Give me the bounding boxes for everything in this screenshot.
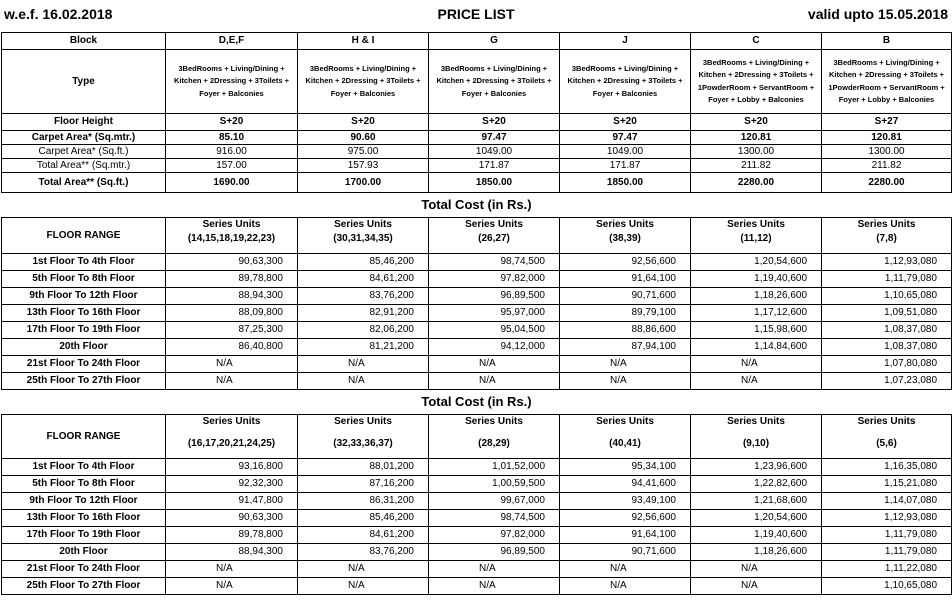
cost-value: N/A xyxy=(560,373,691,390)
cost-value: 88,94,300 xyxy=(166,544,298,561)
cost-value: N/A xyxy=(691,578,822,595)
cost-value: 1,12,93,080 xyxy=(822,510,952,527)
floor-range-label: 13th Floor To 16th Floor xyxy=(2,305,166,322)
cost-value: 1,19,40,600 xyxy=(691,527,822,544)
cost-value: 95,97,000 xyxy=(429,305,560,322)
cost-value: N/A xyxy=(166,578,298,595)
cost-row xyxy=(2,271,952,288)
carpet-sqm-row-value: 90.60 xyxy=(298,131,429,145)
cost-value: 1,20,54,600 xyxy=(691,510,822,527)
cost-value: 89,78,800 xyxy=(166,527,298,544)
floor-height-row-value: S+20 xyxy=(298,114,429,131)
cost-value: 1,09,51,080 xyxy=(822,305,952,322)
cost-row xyxy=(2,578,952,595)
floor-height-row-value: S+20 xyxy=(560,114,691,131)
series-unit-numbers: (11,12) xyxy=(740,233,772,244)
carpet-sqft-row-value: 1300.00 xyxy=(691,145,822,159)
carpet-sqft-row-label: Carpet Area* (Sq.ft.) xyxy=(2,145,166,159)
block-row-value: J xyxy=(560,33,691,50)
cost-value: N/A xyxy=(560,356,691,373)
series-unit-numbers: (30,31,34,35) xyxy=(333,233,393,244)
cost-value: 95,34,100 xyxy=(560,459,691,476)
cost-value: 91,47,800 xyxy=(166,493,298,510)
block-row-value: B xyxy=(822,33,952,50)
cost-value: N/A xyxy=(429,578,560,595)
valid-until-date: valid upto 15.05.2018 xyxy=(807,6,948,22)
total-sqft-row-label: Total Area** (Sq.ft.) xyxy=(2,173,166,193)
type-row-value: 3BedRooms + Living/Dining + Kitchen + 2Dressing + 3Toilets + Foyer + Balconies xyxy=(298,50,429,114)
cost-value: 1,15,98,600 xyxy=(691,322,822,339)
total-sqft-row-value: 1690.00 xyxy=(166,173,298,193)
floor-range-label: 17th Floor To 19th Floor xyxy=(2,527,166,544)
cost-value: 1,11,79,080 xyxy=(822,544,952,561)
cost-row xyxy=(2,254,952,271)
cost-value: 92,32,300 xyxy=(166,476,298,493)
cost-value: 87,25,300 xyxy=(166,322,298,339)
cost-row xyxy=(2,561,952,578)
floor-range-label: 5th Floor To 8th Floor xyxy=(2,476,166,493)
floor-range-label: 21st Floor To 24th Floor xyxy=(2,561,166,578)
cost-value: 92,56,600 xyxy=(560,510,691,527)
series-units-header xyxy=(560,218,691,254)
cost-value: 82,06,200 xyxy=(298,322,429,339)
block-row xyxy=(2,33,952,50)
series-units-label: Series Units xyxy=(857,416,916,427)
cost-value: 82,91,200 xyxy=(298,305,429,322)
cost-value: 85,46,200 xyxy=(298,510,429,527)
cost-value: N/A xyxy=(429,373,560,390)
series-unit-numbers: (9,10) xyxy=(742,438,770,449)
series-unit-numbers: (32,33,36,37) xyxy=(333,438,393,449)
section-title: Total Cost (in Rs.) xyxy=(2,390,952,415)
series-unit-numbers: (7,8) xyxy=(876,233,897,244)
floor-range-label: 1st Floor To 4th Floor xyxy=(2,254,166,271)
cost-value: N/A xyxy=(298,373,429,390)
cost-value: 1,08,37,080 xyxy=(822,339,952,356)
cost-value: 1,11,79,080 xyxy=(822,527,952,544)
cost-value: N/A xyxy=(560,578,691,595)
series-units-header xyxy=(298,415,429,459)
series-units-label: Series Units xyxy=(465,219,523,230)
carpet-sqft-row-value: 975.00 xyxy=(298,145,429,159)
floor-range-label: 9th Floor To 12th Floor xyxy=(2,288,166,305)
cost-value: 90,71,600 xyxy=(560,288,691,305)
cost-value: 87,94,100 xyxy=(560,339,691,356)
type-row-value: 3BedRooms + Living/Dining + Kitchen + 2Dressing + 3Toilets + Foyer + Balconies xyxy=(429,50,560,114)
cost-value: 96,89,500 xyxy=(429,544,560,561)
total-sqft-row-value: 1850.00 xyxy=(429,173,560,193)
cost-value: 1,11,79,080 xyxy=(822,271,952,288)
carpet-sqft-row-value: 1049.00 xyxy=(560,145,691,159)
carpet-sqft-row-value: 916.00 xyxy=(166,145,298,159)
series-unit-numbers: (5,6) xyxy=(876,438,897,449)
carpet-sqm-row-value: 120.81 xyxy=(822,131,952,145)
total-sqft-row xyxy=(2,173,952,193)
cost-value: 98,74,500 xyxy=(429,510,560,527)
cost-value: 90,63,300 xyxy=(166,510,298,527)
cost-value: N/A xyxy=(166,373,298,390)
floor-range-label: 13th Floor To 16th Floor xyxy=(2,510,166,527)
cost-value: 86,40,800 xyxy=(166,339,298,356)
series-units-header xyxy=(166,415,298,459)
cost-value: 83,76,200 xyxy=(298,544,429,561)
cost-value: 81,21,200 xyxy=(298,339,429,356)
cost-value: 1,19,40,600 xyxy=(691,271,822,288)
cost-value: 89,78,800 xyxy=(166,271,298,288)
floor-range-label: 20th Floor xyxy=(2,544,166,561)
floor-height-row xyxy=(2,114,952,131)
series-header-row xyxy=(2,415,952,459)
page-title: PRICE LIST xyxy=(437,6,515,22)
block-row-value: G xyxy=(429,33,560,50)
series-unit-numbers: (16,17,20,21,24,25) xyxy=(187,438,276,449)
block-row-value: D,E,F xyxy=(166,33,298,50)
cost-value: 1,17,12,600 xyxy=(691,305,822,322)
series-units-label: Series Units xyxy=(334,416,392,427)
cost-row xyxy=(2,288,952,305)
total-sqft-row-value: 1850.00 xyxy=(560,173,691,193)
cost-value: 89,79,100 xyxy=(560,305,691,322)
carpet-sqft-row xyxy=(2,145,952,159)
type-row-value: 3BedRooms + Living/Dining + Kitchen + 2Dressing + 3Toilets + Foyer + Balconies xyxy=(560,50,691,114)
series-header-row xyxy=(2,218,952,254)
type-row-label: Type xyxy=(2,50,166,114)
carpet-sqm-row-label: Carpet Area* (Sq.mtr.) xyxy=(2,131,166,145)
cost-value: 84,61,200 xyxy=(298,271,429,288)
floor-range-label: 1st Floor To 4th Floor xyxy=(2,459,166,476)
cost-value: 1,20,54,600 xyxy=(691,254,822,271)
series-unit-numbers: (40,41) xyxy=(609,438,641,449)
cost-value: 88,86,600 xyxy=(560,322,691,339)
cost-value: 1,18,26,600 xyxy=(691,544,822,561)
cost-value: 1,14,07,080 xyxy=(822,493,952,510)
cost-value: 83,76,200 xyxy=(298,288,429,305)
cost-value: 93,16,800 xyxy=(166,459,298,476)
floor-height-row-label: Floor Height xyxy=(2,114,166,131)
cost-value: 1,14,84,600 xyxy=(691,339,822,356)
cost-value: 88,01,200 xyxy=(298,459,429,476)
cost-value: 95,04,500 xyxy=(429,322,560,339)
cost-row xyxy=(2,322,952,339)
section-title: Total Cost (in Rs.) xyxy=(2,193,952,218)
series-units-header xyxy=(560,415,691,459)
cost-value: 1,15,21,080 xyxy=(822,476,952,493)
series-units-label: Series Units xyxy=(727,416,785,427)
cost-row xyxy=(2,459,952,476)
carpet-sqm-row xyxy=(2,131,952,145)
series-units-header xyxy=(691,218,822,254)
type-row-value: 3BedRooms + Living/Dining + Kitchen + 2Dressing + 3Toilets + 1PowderRoom + ServantRoom + Foyer + Lobby + Balconies xyxy=(691,50,822,114)
series-unit-numbers: (28,29) xyxy=(478,438,510,449)
cost-value: 98,74,500 xyxy=(429,254,560,271)
floor-range-label: 25th Floor To 27th Floor xyxy=(2,373,166,390)
cost-value: N/A xyxy=(298,356,429,373)
series-units-label: Series Units xyxy=(596,416,654,427)
cost-row xyxy=(2,339,952,356)
total-sqm-row-value: 171.87 xyxy=(560,159,691,173)
series-units-label: Series Units xyxy=(727,219,785,230)
total-sqm-row-value: 157.00 xyxy=(166,159,298,173)
cost-row xyxy=(2,510,952,527)
cost-value: N/A xyxy=(691,356,822,373)
total-sqm-row xyxy=(2,159,952,173)
section-title-row xyxy=(2,193,952,218)
cost-value: 1,23,96,600 xyxy=(691,459,822,476)
block-row-value: H & I xyxy=(298,33,429,50)
carpet-sqm-row-value: 97.47 xyxy=(560,131,691,145)
cost-value: N/A xyxy=(166,356,298,373)
cost-value: 1,01,52,000 xyxy=(429,459,560,476)
cost-value: 94,12,000 xyxy=(429,339,560,356)
floor-range-label: 17th Floor To 19th Floor xyxy=(2,322,166,339)
cost-value: 88,09,800 xyxy=(166,305,298,322)
cost-value: 85,46,200 xyxy=(298,254,429,271)
cost-value: 94,41,600 xyxy=(560,476,691,493)
cost-value: N/A xyxy=(560,561,691,578)
floor-height-row-value: S+20 xyxy=(429,114,560,131)
cost-value: 1,10,65,080 xyxy=(822,288,952,305)
cost-row xyxy=(2,305,952,322)
cost-value: 91,64,100 xyxy=(560,527,691,544)
cost-value: 88,94,300 xyxy=(166,288,298,305)
cost-value: 99,67,000 xyxy=(429,493,560,510)
cost-value: 1,08,37,080 xyxy=(822,322,952,339)
series-units-label: Series Units xyxy=(334,219,392,230)
cost-row xyxy=(2,527,952,544)
cost-value: 91,64,100 xyxy=(560,271,691,288)
floor-height-row-value: S+20 xyxy=(166,114,298,131)
total-sqft-row-value: 1700.00 xyxy=(298,173,429,193)
page-header xyxy=(0,0,952,32)
floor-height-row-value: S+27 xyxy=(822,114,952,131)
cost-value: 87,16,200 xyxy=(298,476,429,493)
cost-row xyxy=(2,493,952,510)
series-unit-numbers: (14,15,18,19,22,23) xyxy=(187,233,276,244)
type-row-value: 3BedRooms + Living/Dining + Kitchen + 2Dressing + 3Toilets + 1PowderRoom + ServantRoom + Foyer + Lobby + Balconies xyxy=(822,50,952,114)
series-units-header xyxy=(298,218,429,254)
total-sqm-row-value: 171.87 xyxy=(429,159,560,173)
series-units-label: Series Units xyxy=(857,219,916,230)
cost-value: 1,22,82,600 xyxy=(691,476,822,493)
cost-value: 1,16,35,080 xyxy=(822,459,952,476)
cost-value: 1,11,22,080 xyxy=(822,561,952,578)
cost-value: 86,31,200 xyxy=(298,493,429,510)
cost-row xyxy=(2,544,952,561)
carpet-sqft-row-value: 1300.00 xyxy=(822,145,952,159)
total-sqft-row-value: 2280.00 xyxy=(822,173,952,193)
cost-value: 1,12,93,080 xyxy=(822,254,952,271)
series-units-header xyxy=(429,415,560,459)
price-list-table xyxy=(1,32,952,595)
cost-value: 1,00,59,500 xyxy=(429,476,560,493)
floor-range-label: 20th Floor xyxy=(2,339,166,356)
total-sqm-row-value: 211.82 xyxy=(822,159,952,173)
series-units-header xyxy=(691,415,822,459)
carpet-sqm-row-value: 97.47 xyxy=(429,131,560,145)
series-units-label: Series Units xyxy=(202,416,261,427)
total-sqm-row-value: 157.93 xyxy=(298,159,429,173)
block-row-value: C xyxy=(691,33,822,50)
series-unit-numbers: (26,27) xyxy=(478,233,510,244)
cost-value: 90,63,300 xyxy=(166,254,298,271)
floor-range-header: FLOOR RANGE xyxy=(2,218,166,254)
series-units-header xyxy=(822,218,952,254)
cost-value: N/A xyxy=(691,373,822,390)
series-unit-numbers: (38,39) xyxy=(609,233,641,244)
floor-range-label: 9th Floor To 12th Floor xyxy=(2,493,166,510)
cost-row xyxy=(2,476,952,493)
cost-row xyxy=(2,373,952,390)
floor-range-label: 5th Floor To 8th Floor xyxy=(2,271,166,288)
floor-range-label: 21st Floor To 24th Floor xyxy=(2,356,166,373)
cost-value: 90,71,600 xyxy=(560,544,691,561)
type-row-value: 3BedRooms + Living/Dining + Kitchen + 2Dressing + 3Toilets + Foyer + Balconies xyxy=(166,50,298,114)
cost-value: 1,07,80,080 xyxy=(822,356,952,373)
cost-value: 84,61,200 xyxy=(298,527,429,544)
cost-value: N/A xyxy=(298,561,429,578)
total-sqm-row-value: 211.82 xyxy=(691,159,822,173)
series-units-header xyxy=(429,218,560,254)
effective-date: w.e.f. 16.02.2018 xyxy=(4,6,113,22)
section-title-row xyxy=(2,390,952,415)
total-sqm-row-label: Total Area** (Sq.mtr.) xyxy=(2,159,166,173)
cost-value: N/A xyxy=(166,561,298,578)
cost-row xyxy=(2,356,952,373)
cost-value: 97,82,000 xyxy=(429,271,560,288)
block-row-label: Block xyxy=(2,33,166,50)
series-units-label: Series Units xyxy=(596,219,654,230)
cost-value: 93,49,100 xyxy=(560,493,691,510)
cost-value: N/A xyxy=(298,578,429,595)
floor-range-header: FLOOR RANGE xyxy=(2,415,166,459)
floor-height-row-value: S+20 xyxy=(691,114,822,131)
cost-value: N/A xyxy=(429,561,560,578)
carpet-sqm-row-value: 120.81 xyxy=(691,131,822,145)
carpet-sqm-row-value: 85.10 xyxy=(166,131,298,145)
type-row xyxy=(2,50,952,114)
total-sqft-row-value: 2280.00 xyxy=(691,173,822,193)
floor-range-label: 25th Floor To 27th Floor xyxy=(2,578,166,595)
cost-value: N/A xyxy=(691,561,822,578)
cost-value: 92,56,600 xyxy=(560,254,691,271)
cost-value: 96,89,500 xyxy=(429,288,560,305)
carpet-sqft-row-value: 1049.00 xyxy=(429,145,560,159)
series-units-header xyxy=(822,415,952,459)
cost-value: 1,10,65,080 xyxy=(822,578,952,595)
cost-value: 1,07,23,080 xyxy=(822,373,952,390)
series-units-label: Series Units xyxy=(202,219,261,230)
cost-value: 97,82,000 xyxy=(429,527,560,544)
series-units-header xyxy=(166,218,298,254)
cost-value: 1,18,26,600 xyxy=(691,288,822,305)
series-units-label: Series Units xyxy=(465,416,523,427)
cost-value: 1,21,68,600 xyxy=(691,493,822,510)
cost-value: N/A xyxy=(429,356,560,373)
